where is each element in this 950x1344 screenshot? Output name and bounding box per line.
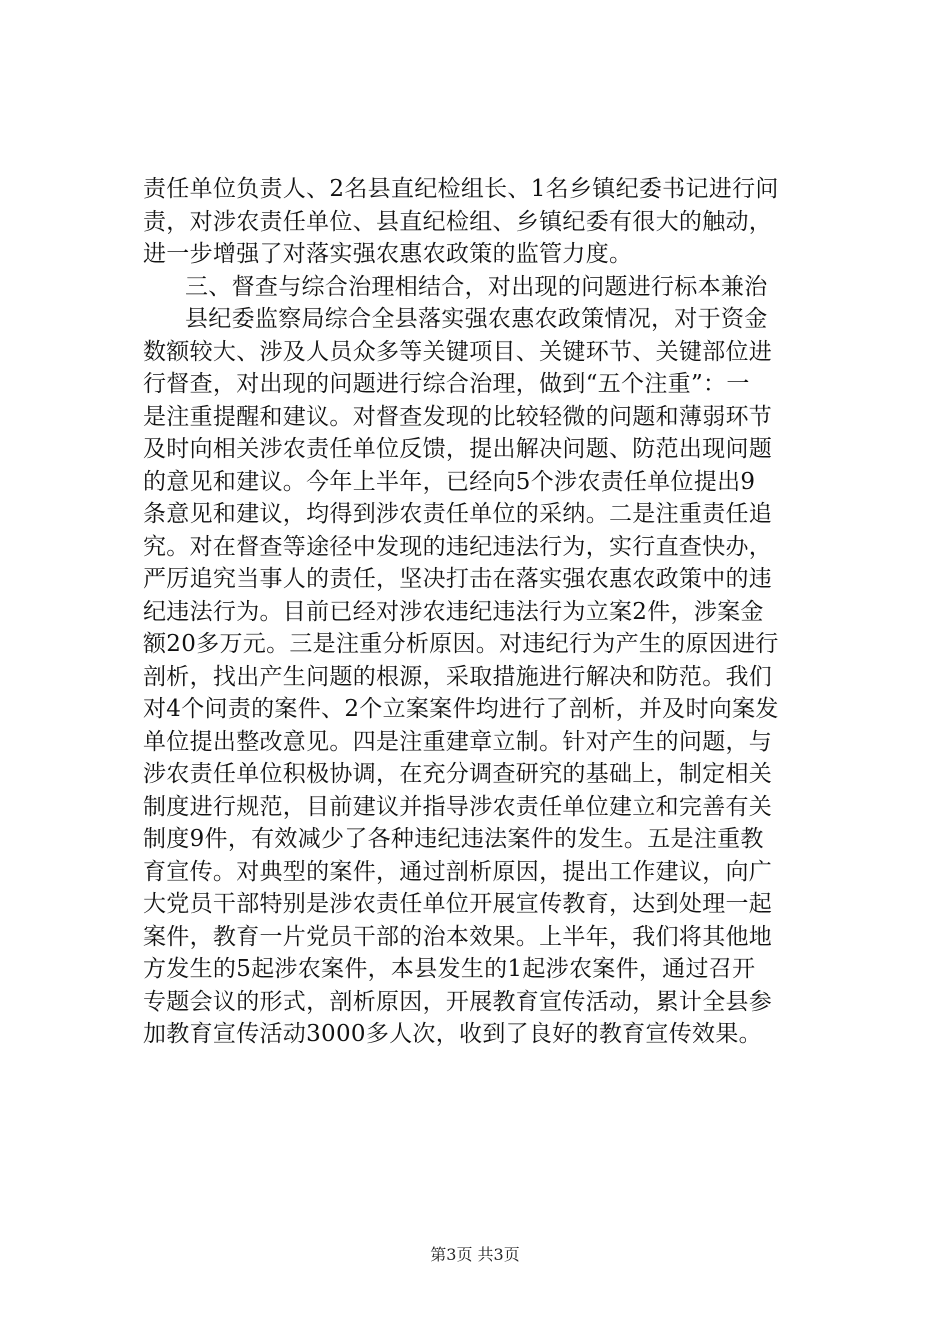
- text-line: 加教育宣传活动3000多人次，收到了良好的教育宣传效果。: [143, 1021, 762, 1047]
- text-line: 单位提出整改意见。四是注重建章立制。针对产生的问题，与: [143, 728, 773, 755]
- text-line: 是注重提醒和建议。对督查发现的比较轻微的问题和薄弱环节: [143, 403, 773, 430]
- text-line: 育宣传。对典型的案件，通过剖析原因，提出工作建议，向广: [143, 858, 773, 885]
- text-line: 责，对涉农责任单位、县直纪检组、乡镇纪委有很大的触动，: [143, 208, 773, 235]
- text-line: 数额较大、涉及人员众多等关键项目、关键环节、关键部位进: [143, 338, 773, 365]
- text-line: 制度9件，有效减少了各种违纪违法案件的发生。五是注重教: [143, 826, 764, 852]
- text-line: 及时向相关涉农责任单位反馈，提出解决问题、防范出现问题: [143, 436, 773, 462]
- text-line: 进一步增强了对落实强农惠农政策的监管力度。: [143, 241, 633, 267]
- body-text: [143, 173, 813, 1051]
- section-heading: 三、督查与综合治理相结合，对出现的问题进行标本兼治: [185, 273, 768, 300]
- text-line: 方发生的5起涉农案件，本县发生的1起涉农案件，通过召开: [143, 956, 756, 982]
- text-line: 制度进行规范，目前建议并指导涉农责任单位建立和完善有关: [143, 793, 773, 820]
- text-line: 行督查，对出现的问题进行综合治理，做到“五个注重”：一: [143, 371, 750, 397]
- page-number-label: 第3页 共3页: [430, 1245, 520, 1264]
- text-line: 严厉追究当事人的责任，坚决打击在落实强农惠农政策中的违: [143, 566, 773, 592]
- text-line: 大党员干部特别是涉农责任单位开展宣传教育，达到处理一起: [143, 891, 773, 917]
- text-line: 条意见和建议，均得到涉农责任单位的采纳。二是注重责任追: [143, 501, 773, 527]
- text-line: 案件，教育一片党员干部的治本效果。上半年，我们将其他地: [143, 923, 773, 950]
- text-line: 涉农责任单位积极协调，在充分调查研究的基础上，制定相关: [143, 761, 773, 787]
- paragraph-start-line: 县纪委监察局综合全县落实强农惠农政策情况，对于资金: [185, 306, 768, 332]
- text-line: 的意见和建议。今年上半年，已经向5个涉农责任单位提出9: [143, 468, 756, 495]
- text-line: 责任单位负责人、2名县直纪检组长、1名乡镇纪委书记进行问: [143, 176, 779, 202]
- text-line: 对4个问责的案件、2个立案案件均进行了剖析，并及时向案发: [143, 696, 779, 722]
- text-line: 额20多万元。三是注重分析原因。对违纪行为产生的原因进行: [143, 631, 779, 657]
- text-line: 究。对在督查等途径中发现的违纪违法行为，实行直查快办，: [143, 533, 773, 560]
- text-line: 纪违法行为。目前已经对涉农违纪违法行为立案2件，涉案金: [143, 598, 764, 625]
- text-line: 专题会议的形式，剖析原因，开展教育宣传活动，累计全县参: [143, 988, 773, 1015]
- text-line: 剖析，找出产生问题的根源，采取措施进行解决和防范。我们: [143, 663, 773, 690]
- page-footer: [0, 1245, 950, 1265]
